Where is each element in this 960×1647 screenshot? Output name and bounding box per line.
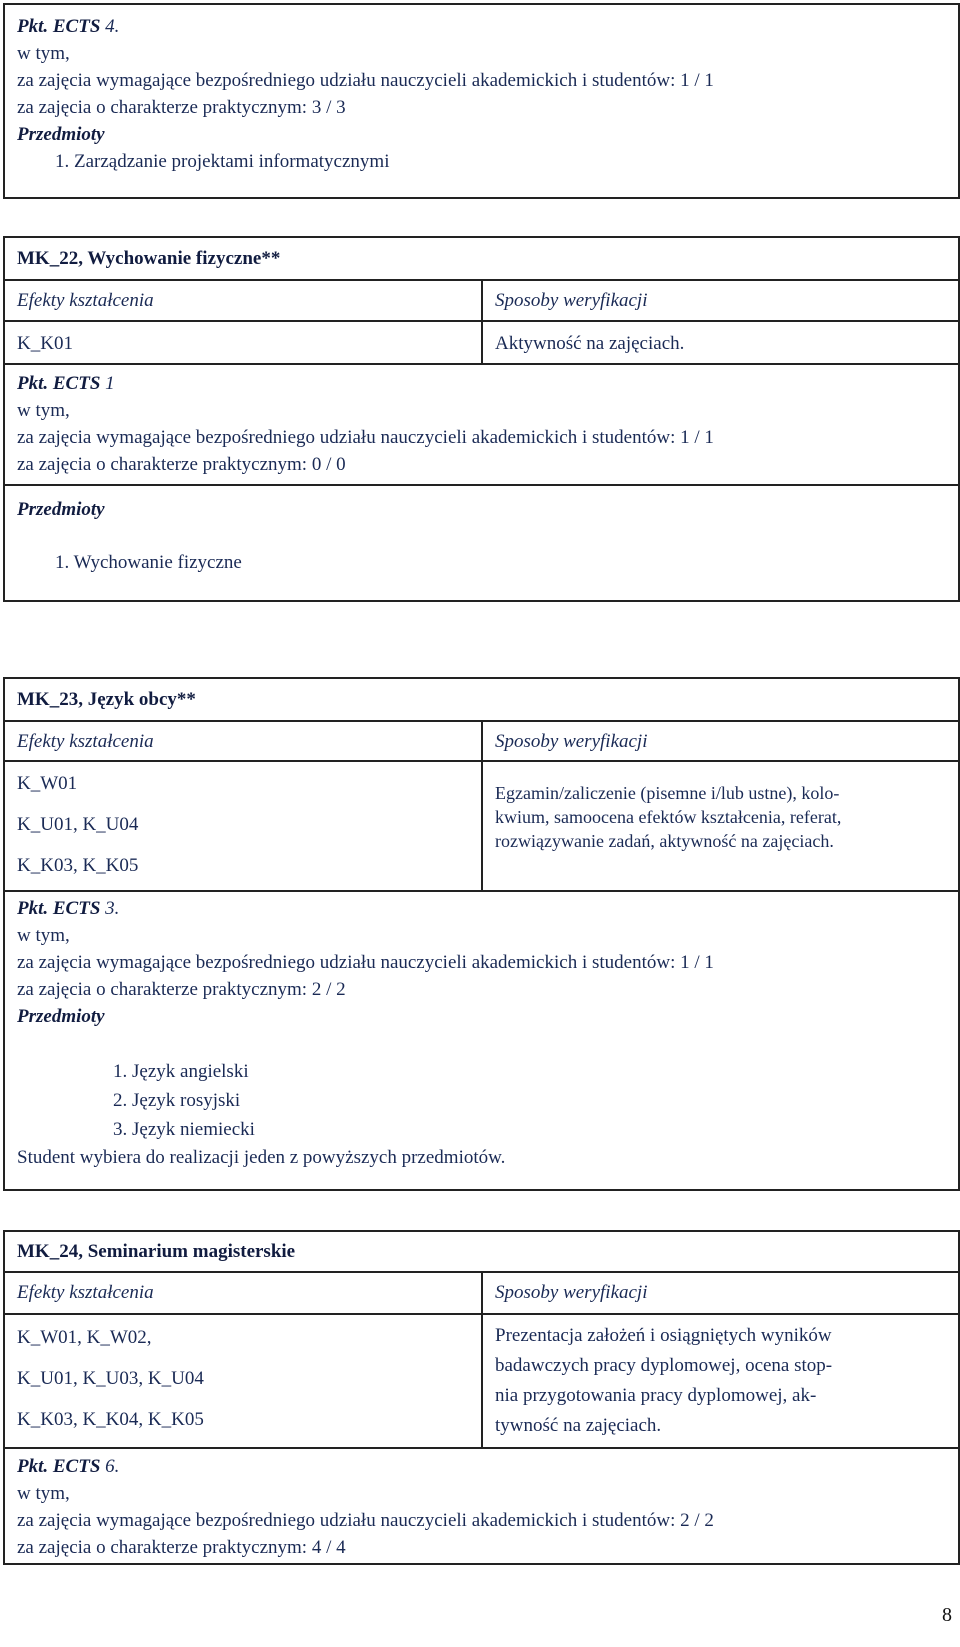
ects-line: Pkt. ECTS 3.: [17, 898, 120, 919]
efekty-header: Efekty kształcenia: [5, 1273, 483, 1313]
page-number: 8: [942, 1604, 952, 1626]
efekt-item: K_U01, K_U03, K_U04: [17, 1368, 204, 1389]
course-item: 2. Język rosyjski: [113, 1090, 241, 1111]
efekty-list: [5, 762, 483, 890]
w-tym: w tym,: [17, 1483, 70, 1504]
efekt-item: K_K03, K_K05: [17, 855, 139, 876]
efekty-list: [5, 1315, 483, 1447]
direct-hours-line: za zajęcia wymagające bezpośredniego udziału nauczycieli akademickich i studentów: 1 / 1: [17, 70, 714, 91]
course-item: 1. Zarządzanie projektami informatycznymi: [55, 151, 390, 172]
practical-hours-line: za zajęcia o charakterze praktycznym: 0 / 0: [17, 454, 346, 475]
course-item: 1. Język angielski: [113, 1061, 249, 1082]
module-block-mk23: [3, 677, 960, 1191]
module-block-mk24: [3, 1230, 960, 1565]
module-title: MK_23, Język obcy**: [17, 689, 196, 710]
sposoby-header: Sposoby weryfikacji: [495, 290, 648, 311]
efekty-list: K_K01: [5, 322, 483, 363]
course-item: 1. Wychowanie fizyczne: [55, 552, 242, 573]
direct-hours-line: za zajęcia wymagające bezpośredniego udziału nauczycieli akademickich i studentów: 1 / 1: [17, 952, 714, 973]
module-block-mk22: [3, 236, 960, 602]
ects-line: Pkt. ECTS 6.: [17, 1456, 120, 1477]
sposoby-header: Sposoby weryfikacji: [495, 731, 648, 752]
efekt-item: K_W01, K_W02,: [17, 1327, 152, 1348]
practical-hours-line: za zajęcia o charakterze praktycznym: 3 / 3: [17, 97, 346, 118]
przedmioty-label: Przedmioty: [17, 499, 105, 520]
module-title: MK_24, Seminarium magisterskie: [17, 1241, 296, 1262]
module-block-mk21-continued: [3, 3, 960, 199]
efekt-item: K_U01, K_U04: [17, 814, 139, 835]
przedmioty-label: Przedmioty: [17, 124, 105, 145]
ects-line: Pkt. ECTS 1: [17, 373, 115, 394]
direct-hours-line: za zajęcia wymagające bezpośredniego udziału nauczycieli akademickich i studentów: 2 / 2: [17, 1510, 714, 1531]
sposoby-text: Prezentacja założeń i osiągniętych wyników badawczych pracy dyplomowej, ocena stop- nia przygotowania pracy dyplomowej, ak- tywność na zajęciach.: [495, 1325, 833, 1436]
ects-line: Pkt. ECTS 4.: [17, 16, 120, 37]
efekt-item: K_K03, K_K04, K_K05: [17, 1409, 204, 1430]
practical-hours-line: za zajęcia o charakterze praktycznym: 2 / 2: [17, 979, 346, 1000]
w-tym: w tym,: [17, 925, 70, 946]
efekt-item: K_W01: [17, 773, 78, 794]
practical-hours-line: za zajęcia o charakterze praktycznym: 4 / 4: [17, 1537, 346, 1558]
course-list: [17, 1057, 714, 1144]
sposoby-text: Aktywność na zajęciach.: [495, 333, 685, 354]
w-tym: w tym,: [17, 400, 70, 421]
module-title: MK_22, Wychowanie fizyczne**: [17, 248, 281, 269]
przedmioty-label: Przedmioty: [17, 1006, 105, 1027]
sposoby-text: Egzamin/zaliczenie (pisemne i/lub ustne), kolo- kwium, samoocena efektów kształcenia, referat, rozwiązywanie zadań, aktywność na zajęciach.: [495, 783, 842, 851]
selection-note: Student wybiera do realizacji jeden z powyższych przedmiotów.: [17, 1147, 506, 1168]
course-item: 3. Język niemiecki: [113, 1119, 255, 1140]
w-tym: w tym,: [17, 43, 70, 64]
sposoby-header: Sposoby weryfikacji: [495, 1282, 648, 1303]
efekty-header: Efekty kształcenia: [5, 722, 483, 760]
efekty-header: Efekty kształcenia: [5, 281, 483, 320]
direct-hours-line: za zajęcia wymagające bezpośredniego udziału nauczycieli akademickich i studentów: 1 / 1: [17, 427, 714, 448]
